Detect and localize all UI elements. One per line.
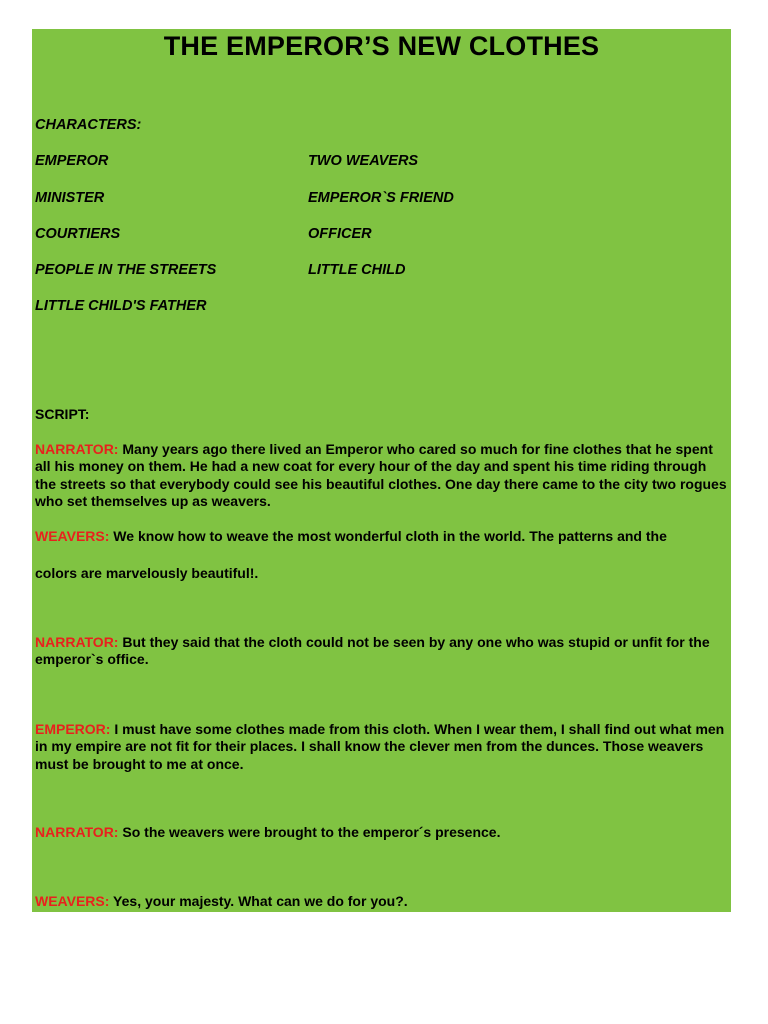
character-little-child: LITTLE CHILD <box>308 262 406 278</box>
line-text: Yes, your majesty. What can we do for you?. <box>109 893 408 909</box>
character-courtiers: COURTIERS <box>35 226 121 242</box>
character-two-weavers: TWO WEAVERS <box>308 153 419 169</box>
character-emperor: EMPEROR <box>35 153 109 169</box>
line-text: Many years ago there lived an Emperor who cared so much for fine clothes that he spent all his money on them. He had a new coat for every hour of the day and spent his time riding through the streets so that everybody could see his beautiful clothes. One day there came to the city two rogues who set themselves up as weavers. <box>35 441 727 510</box>
character-officer: OFFICER <box>308 226 372 242</box>
character-emperors-friend: EMPEROR`S FRIEND <box>308 190 454 206</box>
speaker-label: EMPEROR: <box>35 721 111 737</box>
line-text: So the weavers were brought to the emperor´s presence. <box>118 824 501 840</box>
character-people-in-streets: PEOPLE IN THE STREETS <box>35 262 217 278</box>
script-line <box>35 721 731 773</box>
speaker-label: NARRATOR: <box>35 634 119 650</box>
speaker-label: NARRATOR: <box>35 441 119 457</box>
script-line <box>35 528 731 545</box>
script-line <box>35 441 731 511</box>
speaker-label: NARRATOR: <box>35 824 119 840</box>
line-text: But they said that the cloth could not be seen by any one who was stupid or unfit for the emperor`s office. <box>35 634 710 668</box>
script-line <box>35 893 731 910</box>
speaker-label: WEAVERS: <box>35 893 110 909</box>
document-title: THE EMPEROR’S NEW CLOTHES <box>163 31 600 61</box>
script-line-continuation: colors are marvelously beautiful!. <box>35 565 259 581</box>
line-text: We know how to weave the most wonderful cloth in the world. The patterns and the <box>109 528 667 544</box>
characters-heading: CHARACTERS: <box>35 117 142 133</box>
script-line <box>35 824 731 841</box>
character-little-childs-father: LITTLE CHILD'S FATHER <box>35 298 207 314</box>
speaker-label: WEAVERS: <box>35 528 110 544</box>
document-page <box>32 29 731 912</box>
character-minister: MINISTER <box>35 190 105 206</box>
script-line <box>35 634 731 669</box>
line-text: I must have some clothes made from this cloth. When I wear them, I shall find out what men in my empire are not fit for their places. I shall know the clever men from the dunces. Those weavers must be brought to me at once. <box>35 721 725 772</box>
script-heading: SCRIPT: <box>35 406 90 422</box>
